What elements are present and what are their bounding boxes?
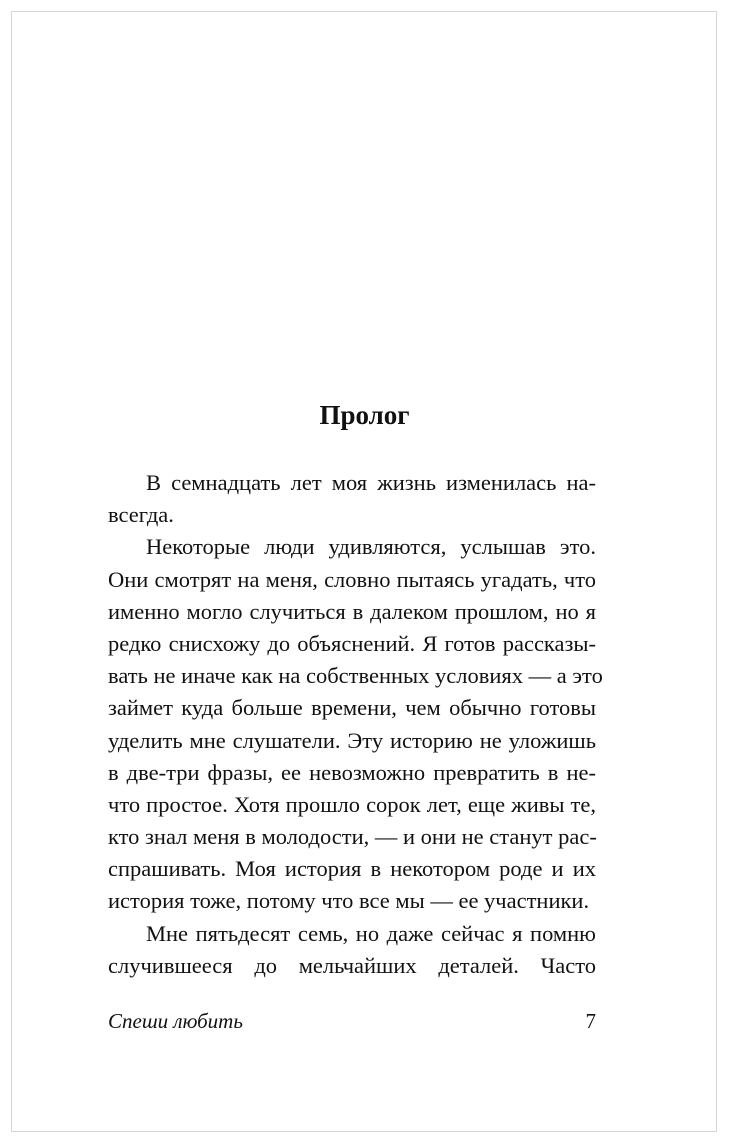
text-line: что простое. Хотя прошло сорок лет, еще живы те, [108, 791, 596, 817]
text-line: Они смотрят на меня, словно пытаясь угадать, что [108, 566, 596, 592]
page-number: 7 [585, 1009, 596, 1033]
text-line: случившееся до мельчайших деталей. Часто [108, 952, 596, 978]
text-line: Некоторые люди удивляются, услышав это. [146, 534, 596, 560]
text-line: редко снисхожу до объяснений. Я готов рассказы- [108, 630, 596, 656]
text-line: история тоже, потому что все мы — ее участники. [108, 888, 590, 914]
text-line: уделить мне слушатели. Эту историю не уложишь [108, 727, 596, 753]
text-line: в две-три фразы, ее невозможно превратить в не- [108, 759, 596, 785]
text-line: спрашивать. Моя история в некотором роде и их [108, 856, 596, 882]
chapter-title: Пролог [319, 400, 410, 430]
text-line: займет куда больше времени, чем обычно готовы [108, 695, 596, 721]
text-line: вать не иначе как на собственных условиях — а это [108, 663, 603, 689]
text-line: В семнадцать лет моя жизнь изменилась на- [146, 470, 596, 495]
body-text [108, 467, 603, 982]
text-line: Мне пятьдесят семь, но даже сейчас я помню [146, 920, 596, 946]
running-footer-title: Спеши любить [108, 1009, 243, 1033]
text-line: кто знал меня в молодости, — и они не станут рас- [108, 824, 597, 850]
text-line: всегда. [108, 502, 174, 528]
text-line: именно могло случиться в далеком прошлом, но я [108, 598, 596, 624]
